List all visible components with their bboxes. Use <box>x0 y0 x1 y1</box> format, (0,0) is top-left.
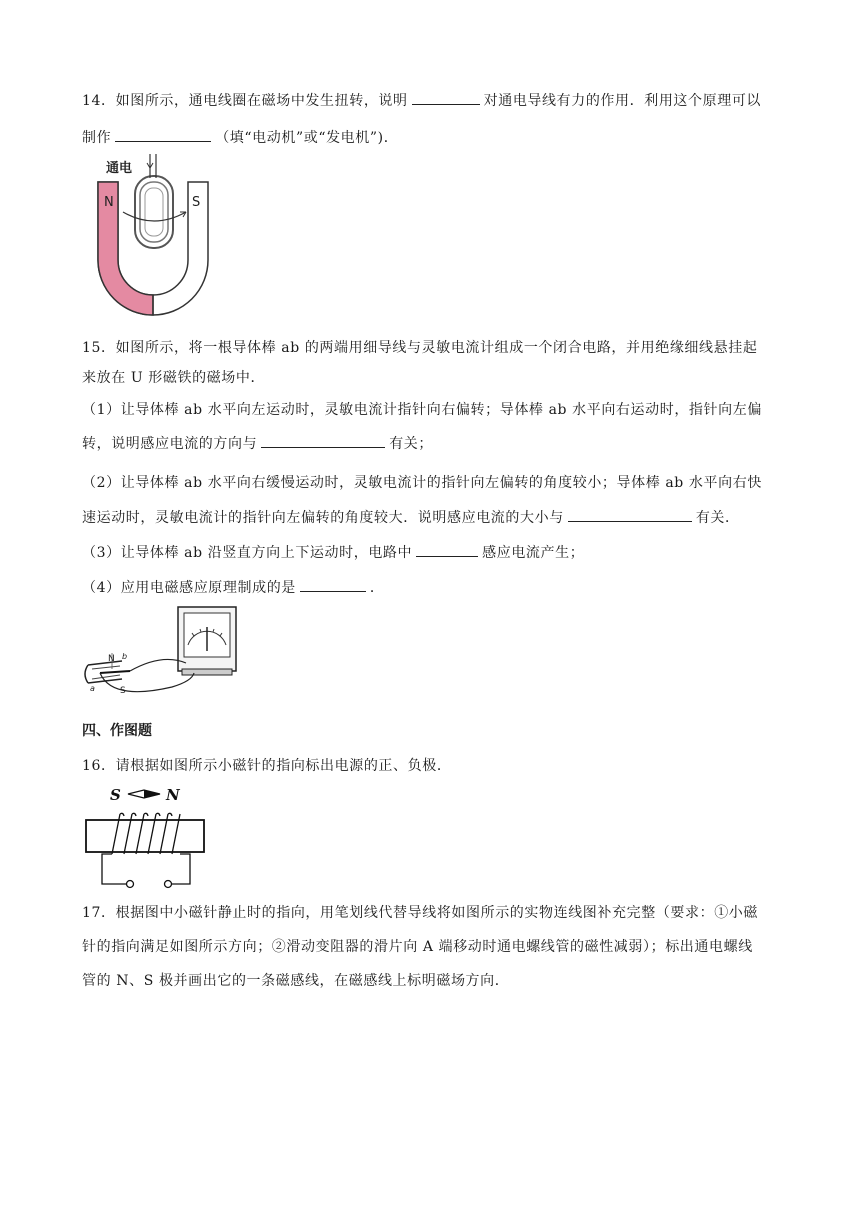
q15-p3-text-a: （3）让导体棒 ab 沿竖直方向上下运动时，电路中 <box>82 545 413 561</box>
rod-end-b-label: b <box>122 652 128 661</box>
q17-line-2: 针的指向满足如图所示方向；②滑动变阻器的滑片向 A 端移动时通电螺线管的磁性减弱）；标出通电螺线 <box>82 939 753 955</box>
q15-line-2: 来放在 U 形磁铁的磁场中． <box>82 370 266 386</box>
current-label: 通电 <box>106 161 133 176</box>
section-heading: 四、作图题 <box>82 723 152 739</box>
needle-south-label: S <box>110 786 121 804</box>
q15-p4-text-b: ． <box>369 580 385 596</box>
q15-p2-text-b: 有关． <box>695 510 740 526</box>
magnet-south-label: S <box>120 686 126 696</box>
q16-text: 16．请根据如图所示小磁针的指向标出电源的正、负极． <box>82 758 452 774</box>
q17-line-1: 17．根据图中小磁针静止时的指向，用笔划线代替导线将如图所示的实物连线图补充完整（要求：①小磁 <box>82 905 759 921</box>
q15-blank-3[interactable] <box>416 542 478 557</box>
q15-blank-1[interactable] <box>261 433 385 448</box>
q15-p4-line <box>82 577 385 598</box>
q15-p1-line-2 <box>82 433 433 454</box>
q14-line-2 <box>82 127 398 148</box>
q15-p3-line <box>82 542 584 563</box>
terminal-left <box>127 881 134 888</box>
q15-p1-text-b: 有关； <box>389 436 434 452</box>
rod-end-a-label: a <box>90 684 95 693</box>
needle-north-label: N <box>166 786 180 804</box>
q17-line-3: 管的 N、S 极并画出它的一条磁感线，在磁感线上标明磁场方向． <box>82 973 510 989</box>
galvanometer-circuit-figure <box>82 603 242 703</box>
q14-blank-1[interactable] <box>412 90 480 105</box>
north-label: N <box>104 195 114 210</box>
terminal-right <box>165 881 172 888</box>
q15-p4-text-a: （4）应用电磁感应原理制成的是 <box>82 580 296 596</box>
q14-line-1 <box>82 90 761 111</box>
q15-blank-4[interactable] <box>300 577 366 592</box>
q14-blank-2[interactable] <box>115 127 211 142</box>
u-magnet-coil-figure <box>88 150 218 320</box>
q15-p1-text-a: 转，说明感应电流的方向与 <box>82 436 258 452</box>
q15-blank-2[interactable] <box>568 507 692 522</box>
q15-p1-line-1: （1）让导体棒 ab 水平向左运动时，灵敏电流计指针向右偏转；导体棒 ab 水平向右运动时，指针向左偏 <box>82 402 762 418</box>
q14-text-c: 制作 <box>82 130 112 146</box>
q14-text-b: 对通电导线有力的作用．利用这个原理可以 <box>483 93 762 109</box>
magnet-north-label: N <box>108 654 115 664</box>
q15-line-1: 15．如图所示，将一根导体棒 ab 的两端用细导线与灵敏电流计组成一个闭合电路，并用绝缘细线悬挂起 <box>82 340 758 356</box>
q15-p2-line-2 <box>82 507 740 528</box>
q15-p2-line-1: （2）让导体棒 ab 水平向右缓慢运动时，灵敏电流计的指针向左偏转的角度较小；导体棒 ab 水平向右快 <box>82 475 762 491</box>
south-label: S <box>192 195 201 210</box>
solenoid-figure <box>80 784 210 890</box>
q14-text-a: 14．如图所示，通电线圈在磁场中发生扭转，说明 <box>82 93 408 109</box>
q14-text-d: （填“电动机”或“发电机”)． <box>215 130 399 146</box>
solenoid-core <box>86 820 204 852</box>
q15-p3-text-b: 感应电流产生； <box>482 545 585 561</box>
q15-p2-text-a: 速运动时，灵敏电流计的指针向左偏转的角度较大．说明感应电流的大小与 <box>82 510 564 526</box>
